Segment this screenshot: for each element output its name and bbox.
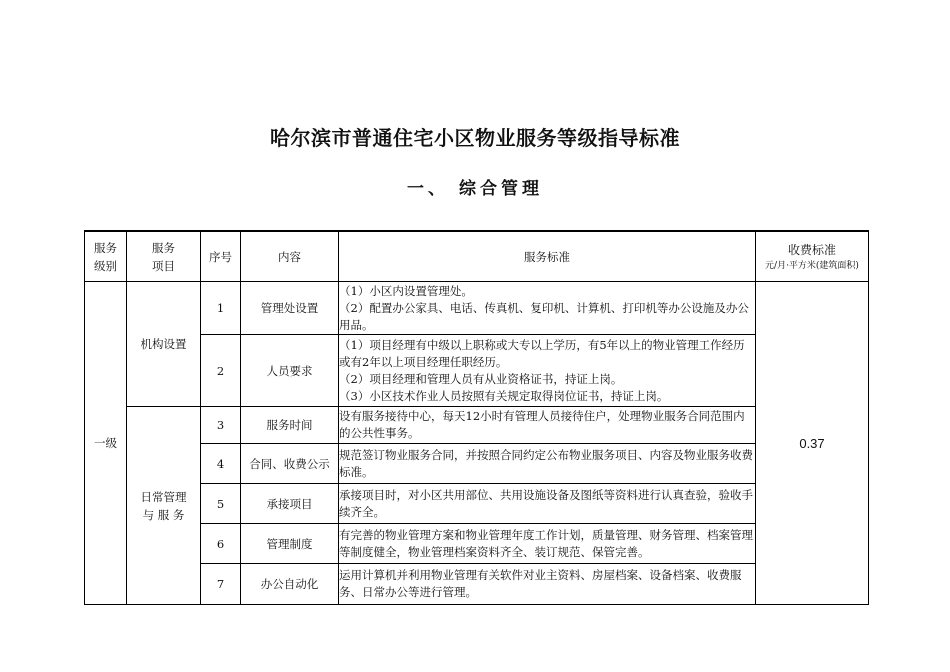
row-seq: 5 xyxy=(201,484,241,524)
service-standard-table xyxy=(84,230,869,605)
header-seq: 序号 xyxy=(201,231,241,282)
row-standard: （1）项目经理有中级以上职称或大专以上学历，有5年以上的物业管理工作经历或有2年以上项目经理任职经历。 （2）项目经理和管理人员有从业资格证书，持证上岗。 （3）小区技术作业人员按照有关规定取得岗位证书，持证上岗。 xyxy=(339,335,756,407)
row-standard: 承接项目时，对小区共用部位、共用设施设备及图纸等资料进行认真查验，验收手续齐全。 xyxy=(339,484,756,524)
row-standard: 规范签订物业服务合同，并按照合同约定公布物业服务项目、内容及物业服务收费标准。 xyxy=(339,444,756,484)
row-standard: 设有服务接待中心，每天12小时有管理人员接待住户，处理物业服务合同范围内的公共性事务。 xyxy=(339,407,756,444)
service-level-cell: 一级 xyxy=(85,282,127,605)
fee-value: 0.37 xyxy=(756,282,869,605)
header-standard: 服务标准 xyxy=(339,231,756,282)
row-content: 人员要求 xyxy=(241,335,339,407)
row-content: 承接项目 xyxy=(241,484,339,524)
row-seq: 3 xyxy=(201,407,241,444)
category-daily: 日常管理 与 服 务 xyxy=(127,407,201,605)
table-row xyxy=(85,524,869,564)
row-content: 办公自动化 xyxy=(241,564,339,605)
table-row xyxy=(85,444,869,484)
table-row xyxy=(85,335,869,407)
header-level: 服务级别 xyxy=(85,231,127,282)
fee-header-label: 收费标准 xyxy=(787,243,836,257)
table-row xyxy=(85,407,869,444)
row-content: 管理处设置 xyxy=(241,282,339,335)
document-title: 哈尔滨市普通住宅小区物业服务等级指导标准 xyxy=(270,126,680,150)
header-item: 服务项目 xyxy=(127,231,201,282)
row-standard: 有完善的物业管理方案和物业管理年度工作计划，质量管理、财务管理、档案管理等制度健全，物业管理档案资料齐全、装订规范、保管完善。 xyxy=(339,524,756,564)
table-row xyxy=(85,564,869,605)
row-content: 服务时间 xyxy=(241,407,339,444)
section-title: 一、 综合管理 xyxy=(407,179,543,199)
row-content: 合同、收费公示 xyxy=(241,444,339,484)
header-fee xyxy=(756,231,869,282)
row-seq: 2 xyxy=(201,335,241,407)
table-row xyxy=(85,282,869,335)
table-header-row xyxy=(85,231,869,282)
row-standard: 运用计算机并利用物业管理有关软件对业主资料、房屋档案、设备档案、收费服务、日常办公等进行管理。 xyxy=(339,564,756,605)
fee-unit-label: 元/月·平方米(建筑面积) xyxy=(765,261,859,271)
row-standard: （1）小区内设置管理处。 （2）配置办公家具、电话、传真机、复印机、计算机、打印机等办公设施及办公用品。 xyxy=(339,282,756,335)
row-seq: 6 xyxy=(201,524,241,564)
row-seq: 7 xyxy=(201,564,241,605)
category-org: 机构设置 xyxy=(127,282,201,407)
table-row xyxy=(85,484,869,524)
row-seq: 4 xyxy=(201,444,241,484)
header-content: 内容 xyxy=(241,231,339,282)
row-seq: 1 xyxy=(201,282,241,335)
row-content: 管理制度 xyxy=(241,524,339,564)
